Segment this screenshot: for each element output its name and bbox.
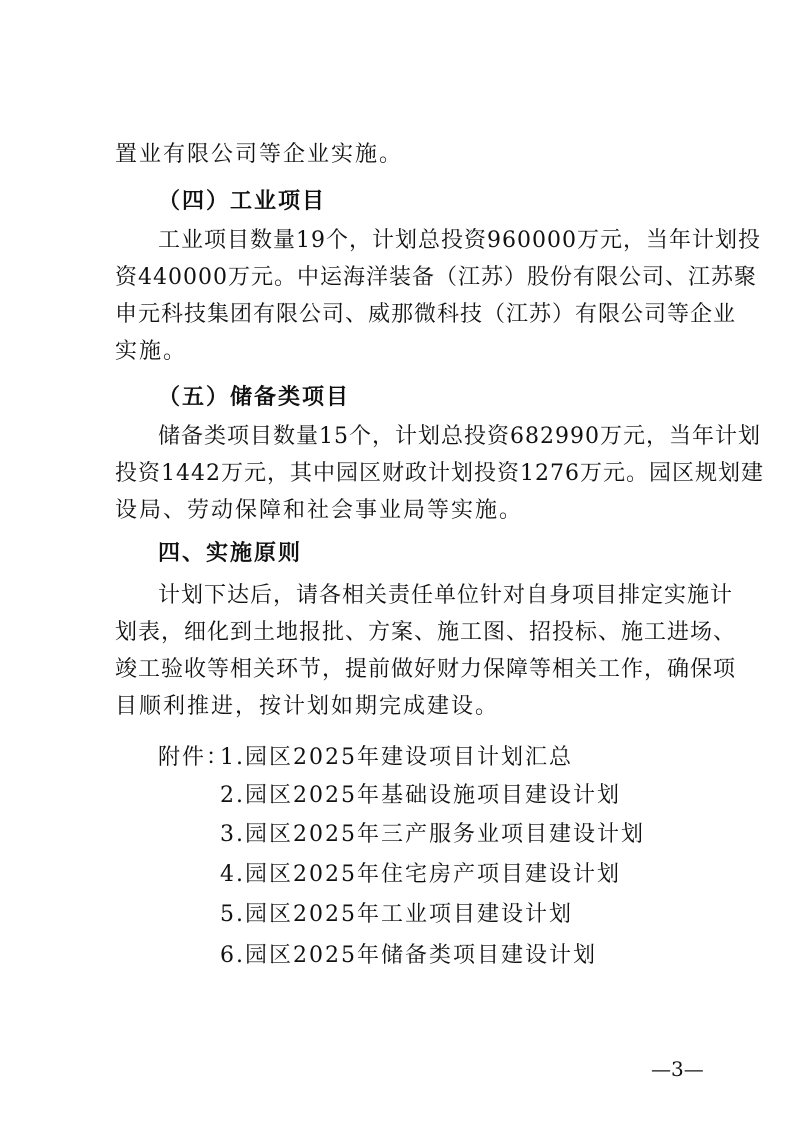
attachment-item-2: 2.园区2025年基础设施项目建设计划	[220, 783, 621, 808]
paragraph-line: 划表，细化到土地报批、方案、施工图、招投标、施工进场、	[115, 620, 737, 645]
chapter-heading-principles: 四、实施原则	[158, 541, 303, 566]
paragraph-line: 申元科技集团有限公司、威那微科技（江苏）有限公司等企业	[115, 302, 737, 327]
attachment-item-3: 3.园区2025年三产服务业项目建设计划	[220, 822, 645, 847]
paragraph-line: 置业有限公司等企业实施。	[115, 142, 404, 167]
attachments-label: 附件：	[158, 745, 231, 770]
paragraph-line: 资440000万元。中运海洋装备（江苏）股份有限公司、江苏聚	[115, 265, 757, 290]
paragraph-line: 设局、劳动保障和社会事业局等实施。	[115, 498, 524, 523]
paragraph-line: 竣工验收等相关环节，提前做好财力保障等相关工作，确保项	[115, 657, 737, 682]
paragraph-line: 实施。	[115, 339, 188, 364]
attachment-item-5: 5.园区2025年工业项目建设计划	[220, 902, 573, 927]
paragraph-line: 计划下达后，请各相关责任单位针对自身项目排定实施计	[158, 583, 734, 608]
paragraph-line: 工业项目数量19个，计划总投资960000万元，当年计划投	[158, 228, 761, 253]
attachment-item-6: 6.园区2025年储备类项目建设计划	[220, 943, 597, 968]
section-heading-reserve: （五）储备类项目	[158, 384, 351, 410]
page-number: —3—	[651, 1057, 704, 1081]
paragraph-line: 目顺利推进，按计划如期完成建设。	[115, 694, 500, 719]
attachment-item-4: 4.园区2025年住宅房产项目建设计划	[220, 862, 621, 887]
section-heading-industrial: （四）工业项目	[158, 188, 327, 214]
paragraph-line: 投资1442万元，其中园区财政计划投资1276万元。园区规划建	[115, 461, 764, 486]
attachment-item-1: 1.园区2025年建设项目计划汇总	[220, 745, 573, 770]
paragraph-line: 储备类项目数量15个，计划总投资682990万元，当年计划	[158, 424, 761, 449]
